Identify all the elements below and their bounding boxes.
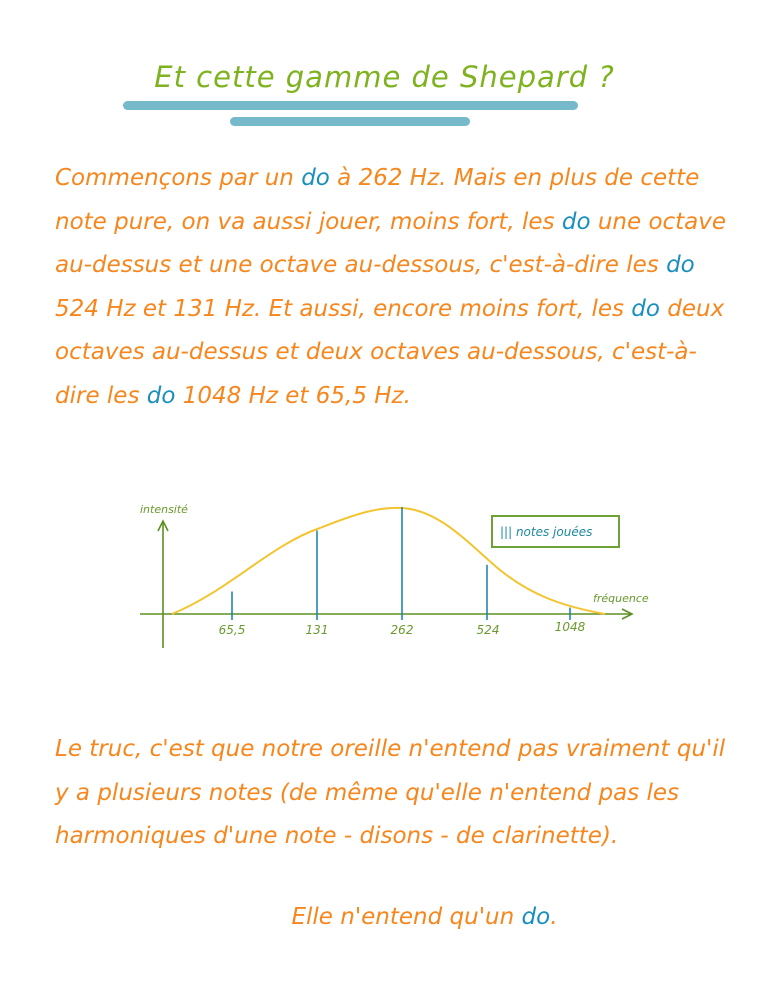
tick-label-262: 262: [390, 623, 414, 637]
tick-label-1048: 1048: [554, 620, 586, 634]
tick-label-131: 131: [305, 623, 329, 637]
intro-paragraph: Commençons par un do à 262 Hz. Mais en plus de cette note pure, on va aussi jouer, moins fort, les do une octave au-dessus et une octave au-dessous, c'est-à-dire les do 524 Hz et 131 Hz. Et aussi, encore moins fort, les do deux octaves au-dessus et deux octaves au-dessous, c'est-à-dire les do 1048 Hz et 65,5 Hz.: [55, 165, 727, 409]
do-note: do: [561, 208, 591, 235]
page-title: Et cette gamme de Shepard ?: [154, 60, 615, 94]
closing-line: Elle n'entend qu'un do.: [291, 904, 558, 930]
tick-label-524: 524: [476, 623, 500, 637]
y-axis-label: intensité: [140, 503, 188, 516]
do-note: do: [666, 252, 695, 278]
explanation-paragraph: Le truc, c'est que notre oreille n'entend pas vraiment qu'il y a plusieurs notes (de même qu'elle n'entend pas les harmoniques d'une note - disons - de clarinette).: [55, 736, 726, 849]
do-note: do: [521, 904, 551, 930]
do-note: do: [146, 382, 176, 409]
legend-box: ||| notes jouées: [491, 515, 620, 548]
do-note: do: [631, 295, 660, 322]
x-axis-label: fréquence: [593, 592, 649, 605]
tick-label-65: 65,5: [218, 623, 246, 637]
do-note: do: [301, 165, 330, 191]
